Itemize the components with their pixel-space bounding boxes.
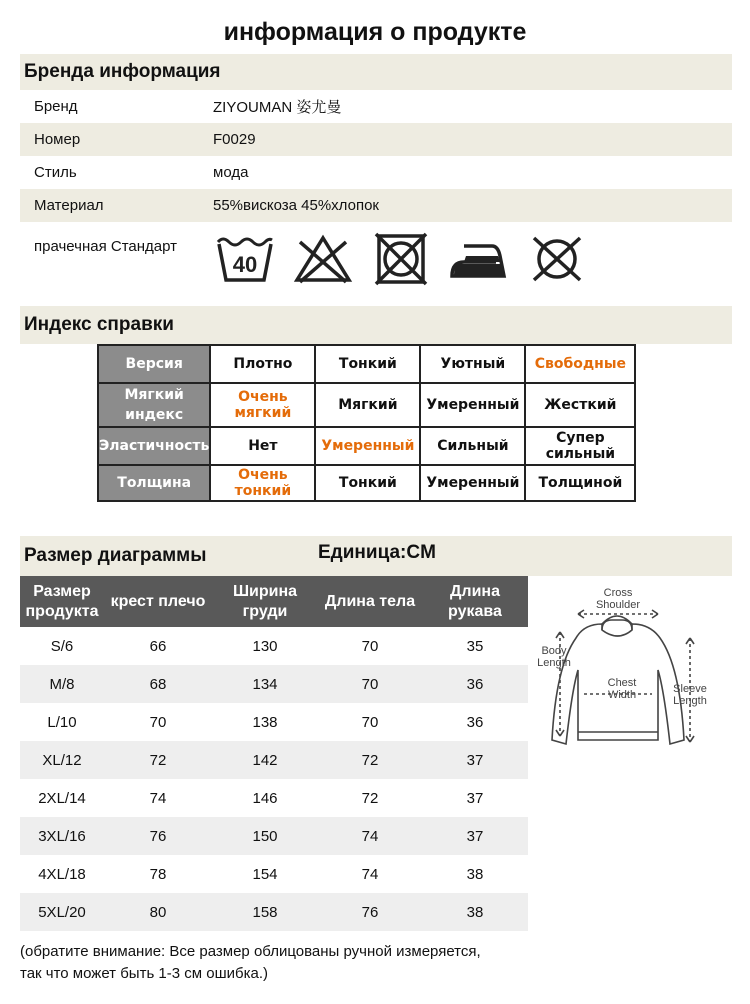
ref-cell: Супер сильный [525,427,635,465]
ref-row-softness [98,383,635,427]
diagram-label-cross: Cross [603,587,633,599]
diagram-label-shoulder: Shoulder [595,599,641,611]
table-cell: 35 [466,637,484,655]
table-row [20,665,528,703]
ref-cell-highlight: Очень мягкий [210,383,315,427]
size-table-header [20,576,528,627]
table-cell: 78 [149,865,167,883]
table-cell: 138 [252,713,278,731]
ref-cell: Умеренный [420,383,525,427]
wash-40-icon [214,232,276,286]
table-cell: 74 [361,827,379,845]
note-line: (обратите внимание: Все размер облицованы ручной измеряется, [20,943,481,960]
table-row [20,817,528,855]
table-cell: 74 [361,865,379,883]
ref-row-version [98,345,635,383]
wash-temp: 40 [232,252,258,277]
ref-cell: Нет [210,427,315,465]
info-label: Стиль [34,164,77,181]
table-cell: XL/12 [42,751,82,769]
ref-row-head: Толщина [98,465,210,501]
ref-cell: Уютный [420,345,525,383]
table-cell: 134 [252,675,278,693]
info-label: Материал [34,197,104,214]
ref-cell: Мягкий [315,383,420,427]
ref-row-head: Мягкий индекс [98,383,210,427]
no-tumble-dry-icon [370,232,432,286]
diagram-label-body-length: Length [537,657,571,669]
table-cell: 37 [466,751,484,769]
table-cell: 72 [361,789,379,807]
info-row-style [20,156,732,189]
table-cell: 38 [466,903,484,921]
table-cell: 146 [252,789,278,807]
table-cell: 36 [466,675,484,693]
table-cell: L/10 [47,713,77,731]
table-cell: 76 [361,903,379,921]
info-value: мода [213,164,249,181]
info-label: Номер [34,131,81,148]
size-header-cell: Длина рукава [448,582,502,620]
info-row-brand [20,90,732,123]
table-cell: 68 [149,675,167,693]
iron-icon [448,232,510,286]
table-row [20,703,528,741]
note-line: так что может быть 1-3 см ошибка.) [20,965,268,982]
ref-cell: Толщиной [525,465,635,501]
table-cell: 150 [252,827,278,845]
ref-row-thickness [98,465,635,501]
table-cell: 70 [361,713,379,731]
info-row-material [20,189,732,222]
table-cell: 37 [466,827,484,845]
size-header-cell: Размер продукта [25,582,99,620]
table-cell: 76 [149,827,167,845]
reference-table [97,344,636,502]
diagram-label-sleeve-length: Length [673,695,707,707]
table-cell: 154 [252,865,278,883]
table-cell: 70 [149,713,167,731]
diagram-label-chest: Chest [607,677,637,689]
table-cell: 70 [361,637,379,655]
table-cell: 70 [361,675,379,693]
diagram-label-sleeve: Sleeve [673,683,707,695]
diagram-label-body: Body [541,645,567,657]
table-row [20,627,528,665]
table-cell: 74 [149,789,167,807]
ref-row-head: Эластичность [98,427,210,465]
no-dry-clean-icon [526,232,588,286]
table-cell: 5XL/20 [38,903,86,921]
reference-section-title: Индекс справки [20,306,732,344]
diagram-label-chest-width: Width [607,689,637,701]
ref-row-elasticity [98,427,635,465]
table-cell: 38 [466,865,484,883]
table-cell: 2XL/14 [38,789,86,807]
care-label: прачечная Стандарт [34,238,178,255]
ref-cell-highlight: Очень тонкий [210,465,315,501]
page-title: информация о продукте [223,18,527,46]
table-cell: 72 [361,751,379,769]
ref-cell: Плотно [210,345,315,383]
ref-cell: Умеренный [420,465,525,501]
table-cell: 142 [252,751,278,769]
info-row-number [20,123,732,156]
ref-cell: Сильный [420,427,525,465]
ref-cell-highlight: Умеренный [315,427,420,465]
ref-cell-highlight: Свободные [525,345,635,383]
info-value: ZIYOUMAN 姿尤曼 [213,99,342,116]
measurement-diagram [532,580,712,780]
table-cell: 80 [149,903,167,921]
table-cell: 4XL/18 [38,865,86,883]
table-cell: S/6 [50,637,74,655]
no-bleach-icon [292,232,354,286]
unit-label: Единица:CM [318,542,436,563]
size-section-title: Размер диаграммы [20,536,732,576]
table-row [20,779,528,817]
size-header-cell: Длина тела [324,592,416,610]
table-row [20,741,528,779]
table-cell: 36 [466,713,484,731]
measurement-note [20,941,740,985]
info-value: F0029 [213,131,256,148]
ref-cell: Жесткий [525,383,635,427]
ref-cell: Тонкий [315,465,420,501]
table-cell: 37 [466,789,484,807]
brand-section-title: Бренда информация [20,54,732,90]
ref-row-head: Версия [98,345,210,383]
ref-cell: Тонкий [315,345,420,383]
table-cell: M/8 [49,675,75,693]
table-cell: 66 [149,637,167,655]
care-icons [214,232,588,286]
table-cell: 3XL/16 [38,827,86,845]
info-value: 55%вискоза 45%хлопок [213,197,379,214]
info-label: Бренд [34,98,78,115]
size-header-cell: Ширина груди [232,582,298,620]
table-cell: 130 [252,637,278,655]
size-header-cell: крест плечо [110,592,206,610]
table-cell: 158 [252,903,278,921]
table-row [20,893,528,931]
table-cell: 72 [149,751,167,769]
table-row [20,855,528,893]
